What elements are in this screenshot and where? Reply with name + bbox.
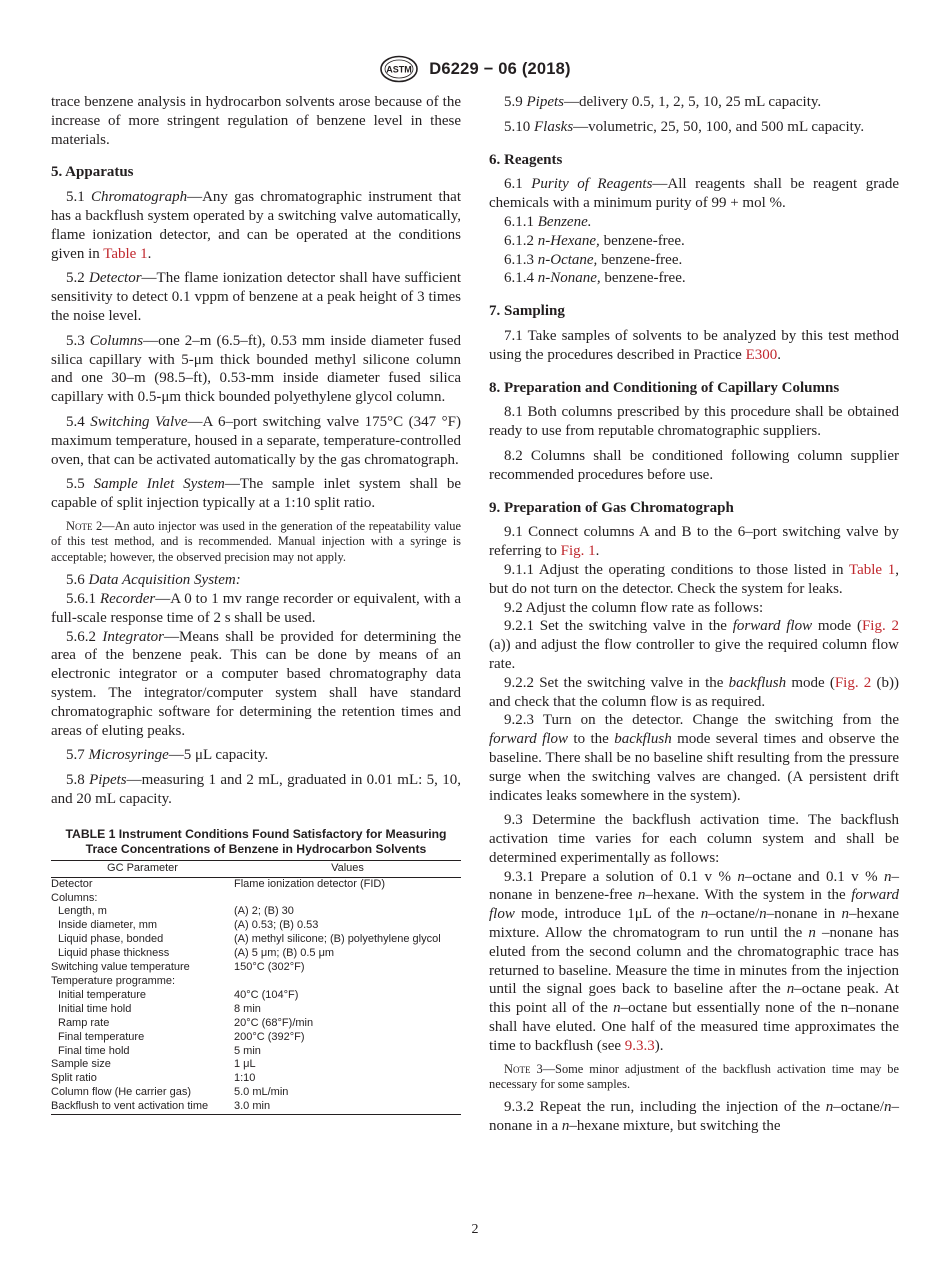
para-5-8: 5.8 Pipets—measuring 1 and 2 mL, graduated in 0.01 mL: 5, 10, and 20 mL capacity. bbox=[51, 772, 462, 807]
para-6-1-1: 6.1.1 Benzene. bbox=[504, 213, 592, 230]
table-header-values: Values bbox=[234, 860, 461, 877]
table-cell-param: Inside diameter, mm bbox=[58, 919, 158, 932]
section-8-heading: 8. Preparation and Conditioning of Capillary Columns bbox=[489, 379, 840, 396]
table-cell-value: (A) 0.53; (B) 0.53 bbox=[234, 919, 319, 932]
table-cell-param: Temperature programme: bbox=[51, 974, 176, 987]
section-9-heading: 9. Preparation of Gas Chromatograph bbox=[489, 499, 734, 516]
table-cell-value: 5 min bbox=[234, 1044, 261, 1057]
fig-1-link[interactable]: Fig. 1 bbox=[560, 543, 596, 560]
astm-logo-icon bbox=[379, 55, 419, 83]
para-5-9: 5.9 Pipets—delivery 0.5, 1, 2, 5, 10, 25 mL capacity. bbox=[504, 94, 822, 110]
table-cell-param: Columns: bbox=[51, 891, 98, 904]
table-cell-param: Detector bbox=[51, 877, 93, 890]
table-row bbox=[51, 919, 461, 933]
para-9-2: 9.2 Adjust the column flow rate as follows: bbox=[504, 599, 764, 616]
table-row bbox=[51, 1003, 461, 1017]
page-number: 2 bbox=[471, 1222, 479, 1237]
table-row bbox=[51, 1058, 461, 1072]
table-cell-param: Final time hold bbox=[58, 1044, 130, 1057]
table-cell-value: 8 min bbox=[234, 1002, 261, 1015]
table-cell-value: 150°C (302°F) bbox=[234, 961, 305, 974]
para-5-6: 5.6 Data Acquisition System: bbox=[66, 572, 241, 589]
para-9-1: 9.1 Connect columns A and B to the 6–port switching valve by referring to Fig. 1. bbox=[489, 524, 899, 560]
para-5-6-1: 5.6.1 Recorder—A 0 to 1 mv range recorder or equivalent, with a full-scale response time of 2 s shall be used. bbox=[51, 590, 462, 626]
table-row bbox=[51, 1100, 461, 1114]
table-cell-param: Initial time hold bbox=[58, 1002, 132, 1015]
table-row bbox=[51, 1017, 461, 1031]
para-5-7: 5.7 Microsyringe—5 μL capacity. bbox=[66, 747, 269, 764]
e300-link[interactable]: E300 bbox=[745, 346, 778, 363]
table-row bbox=[51, 1045, 461, 1059]
para-9-3-2: 9.3.2 Repeat the run, including the injection of the n–octane/n–nonane in a n–hexane mixture, but switching the bbox=[489, 1099, 899, 1135]
para-6-1-4: 6.1.4 n-Nonane, benzene-free. bbox=[504, 270, 686, 287]
section-7-heading: 7. Sampling bbox=[489, 303, 565, 320]
para-9-3: 9.3 Determine the backflush activation time. The backflush activation time varies for each column system and shall be determined experimentally as follows: bbox=[489, 812, 899, 866]
table-cell-value: 5.0 mL/min bbox=[234, 1086, 289, 1099]
para-5-1: 5.1 Chromatograph—Any gas chromatographic instrument that has a backflush system operated by a switching valve automatically, flame ionization detector, and can be operated at the conditions given in Table 1. bbox=[51, 189, 461, 262]
section-9-3-3-link[interactable]: 9.3.3 bbox=[624, 1037, 655, 1054]
table-1-link[interactable]: Table 1 bbox=[103, 245, 148, 262]
para-9-2-1: 9.2.1 Set the switching valve in the forward flow mode (Fig. 2 (a)) and adjust the flow controller to give the required column flow rate. bbox=[489, 618, 899, 672]
table-row bbox=[51, 947, 461, 961]
table-row bbox=[51, 975, 461, 989]
right-column bbox=[489, 93, 899, 1136]
section-5-heading: 5. Apparatus bbox=[51, 164, 134, 181]
table-cell-param: Split ratio bbox=[51, 1072, 97, 1085]
table-row bbox=[51, 1072, 461, 1086]
table-cell-param: Switching value temperature bbox=[51, 961, 190, 974]
table-row bbox=[51, 892, 461, 906]
table-1-grid bbox=[51, 860, 461, 1115]
table-1 bbox=[51, 827, 461, 1115]
table-row bbox=[51, 1031, 461, 1045]
table-cell-value: 3.0 min bbox=[234, 1100, 461, 1114]
table-cell-value: 1:10 bbox=[234, 1072, 256, 1085]
table-cell-param: Initial temperature bbox=[58, 988, 147, 1001]
para-6-1-3: 6.1.3 n-Octane, benzene-free. bbox=[504, 251, 683, 268]
table-cell-param: Final temperature bbox=[58, 1030, 145, 1043]
intro-paragraph: trace benzene analysis in hydrocarbon solvents arose because of the increase of more stringent regulation of benzene level in these materials. bbox=[51, 94, 461, 148]
para-8-1: 8.1 Both columns prescribed by this procedure shall be obtained ready to use from reputable chromatographic suppliers. bbox=[489, 404, 899, 440]
table-cell-param: Length, m bbox=[58, 905, 107, 918]
note-2: Note 2—An auto injector was used in the generation of the repeatability value of this test method, and is recommended. Manual injection with a syringe is acceptable; however, the observed precision may not apply. bbox=[51, 518, 461, 564]
left-column bbox=[51, 93, 461, 1115]
svg-text:ASTM: ASTM bbox=[386, 64, 413, 75]
para-5-2: 5.2 Detector—The flame ionization detector shall have sufficient sensitivity to detect 0.1 vppm of benzene at a peak height of 3 times the noise level. bbox=[51, 270, 462, 324]
table-cell-value: (A) methyl silicone; (B) polyethylene glycol bbox=[234, 933, 441, 946]
table-cell-value: 40°C (104°F) bbox=[234, 988, 299, 1001]
table-row bbox=[51, 1086, 461, 1100]
para-6-1: 6.1 Purity of Reagents—All reagents shall be reagent grade chemicals with a minimum purity of 99 + mol %. bbox=[489, 176, 900, 212]
table-row bbox=[51, 989, 461, 1003]
table-row bbox=[51, 905, 461, 919]
fig-2-link[interactable]: Fig. 2 bbox=[861, 618, 899, 635]
table-row bbox=[51, 961, 461, 975]
para-5-3: 5.3 Columns—one 2–m (6.5–ft), 0.53 mm inside diameter fused silica capillary with 5-μm thick bounded methyl silicone column and one 30–m (98.5–ft), 0.53-mm inside diameter fused silica capillary with 0.5-μm thick bounded polyethylene glycol column. bbox=[51, 332, 462, 406]
para-9-2-2: 9.2.2 Set the switching valve in the backflush mode (Fig. 2 (b)) and check that the column flow is as required. bbox=[489, 674, 899, 710]
note-3: Note 3—Some minor adjustment of the backflush activation time may be necessary for some samples. bbox=[489, 1061, 899, 1092]
page-header bbox=[0, 55, 950, 83]
table-cell-value: (A) 5 μm; (B) 0.5 μm bbox=[234, 947, 335, 960]
para-8-2: 8.2 Columns shall be conditioned following column supplier recommended procedures before use. bbox=[489, 447, 899, 483]
table-header-param: GC Parameter bbox=[51, 860, 234, 877]
para-7-1: 7.1 Take samples of solvents to be analyzed by this test method using the procedures described in Practice E300. bbox=[489, 327, 899, 363]
table-cell-value: 1 μL bbox=[234, 1058, 256, 1071]
table-cell-value: Flame ionization detector (FID) bbox=[234, 877, 385, 890]
document-id: D6229 − 06 (2018) bbox=[429, 59, 571, 78]
fig-2-link-2[interactable]: Fig. 2 bbox=[834, 674, 872, 691]
para-5-5: 5.5 Sample Inlet System—The sample inlet system shall be capable of split injection typically at a 1:10 split ratio. bbox=[51, 476, 462, 512]
table-cell-param: Column flow (He carrier gas) bbox=[51, 1086, 191, 1099]
para-5-10: 5.10 Flasks—volumetric, 25, 50, 100, and 500 mL capacity. bbox=[504, 118, 865, 135]
table-cell-value bbox=[234, 892, 461, 906]
table-cell-param: Ramp rate bbox=[58, 1016, 110, 1029]
para-9-3-1: 9.3.1 Prepare a solution of 0.1 v % n–octane and 0.1 v % n–nonane in benzene-free n–hexane. With the system in the forward flow mode, introduce 1μL of the n–octane/n–nonane in n–hexane mixture. Allow the chromatogram to run until the n –nonane has eluted from the second column and the chromatographic trace has returned to baseline. Measure the time in minutes from the injection until the signal goes back to baseline after the n–octane peak. At this point all of the n–octane but essentially none of the n–nonane shall have eluted. One half of the measured time approximates the time to backflush (see 9.3.3). bbox=[489, 868, 899, 1054]
para-5-4: 5.4 Switching Valve—A 6–port switching valve 175°C (347 °F) maximum temperature, housed in a separate, temperature-controlled oven, that can be activated automatically by the gas chromatograph. bbox=[51, 413, 461, 468]
table-cell-value: 20°C (68°F)/min bbox=[234, 1016, 314, 1029]
table-row bbox=[51, 877, 461, 891]
table-cell-value bbox=[234, 975, 461, 989]
section-6-heading: 6. Reagents bbox=[489, 151, 563, 168]
table-cell-value: (A) 2; (B) 30 bbox=[234, 905, 294, 918]
para-5-6-2: 5.6.2 Integrator—Means shall be provided for determining the area of the benzene peak. This can be done by means of an electronic integrator or a computer based chromatography data system. The integrator/computer system shall have standard chromatographic software for determining the retention times and areas of eluting peaks. bbox=[51, 628, 461, 739]
para-9-2-3: 9.2.3 Turn on the detector. Change the switching from the forward flow to the backflush mode several times and observe the baseline. There shall be no baseline shift resulting from the pressure surge when the switching valves are changed. (A persistent drift indicates leaks somewhere in the system). bbox=[489, 712, 899, 804]
table-cell-param: Sample size bbox=[51, 1058, 111, 1071]
table-cell-param: Liquid phase, bonded bbox=[58, 933, 164, 946]
table-cell-param: Liquid phase thickness bbox=[58, 947, 170, 960]
table-1-title: TABLE 1 Instrument Conditions Found Satisfactory for Measuring Trace Concentrations of Benzene in Hydrocarbon Solvents bbox=[65, 826, 447, 856]
table-1-link-2[interactable]: Table 1 bbox=[848, 561, 896, 578]
table-cell-param: Backflush to vent activation time bbox=[51, 1100, 234, 1114]
para-6-1-2: 6.1.2 n-Hexane, benzene-free. bbox=[504, 232, 685, 249]
para-9-1-1: 9.1.1 Adjust the operating conditions to those listed in Table 1, but do not turn on the detector. Check the system for leaks. bbox=[489, 561, 899, 597]
table-row bbox=[51, 933, 461, 947]
table-cell-value: 200°C (392°F) bbox=[234, 1030, 305, 1043]
